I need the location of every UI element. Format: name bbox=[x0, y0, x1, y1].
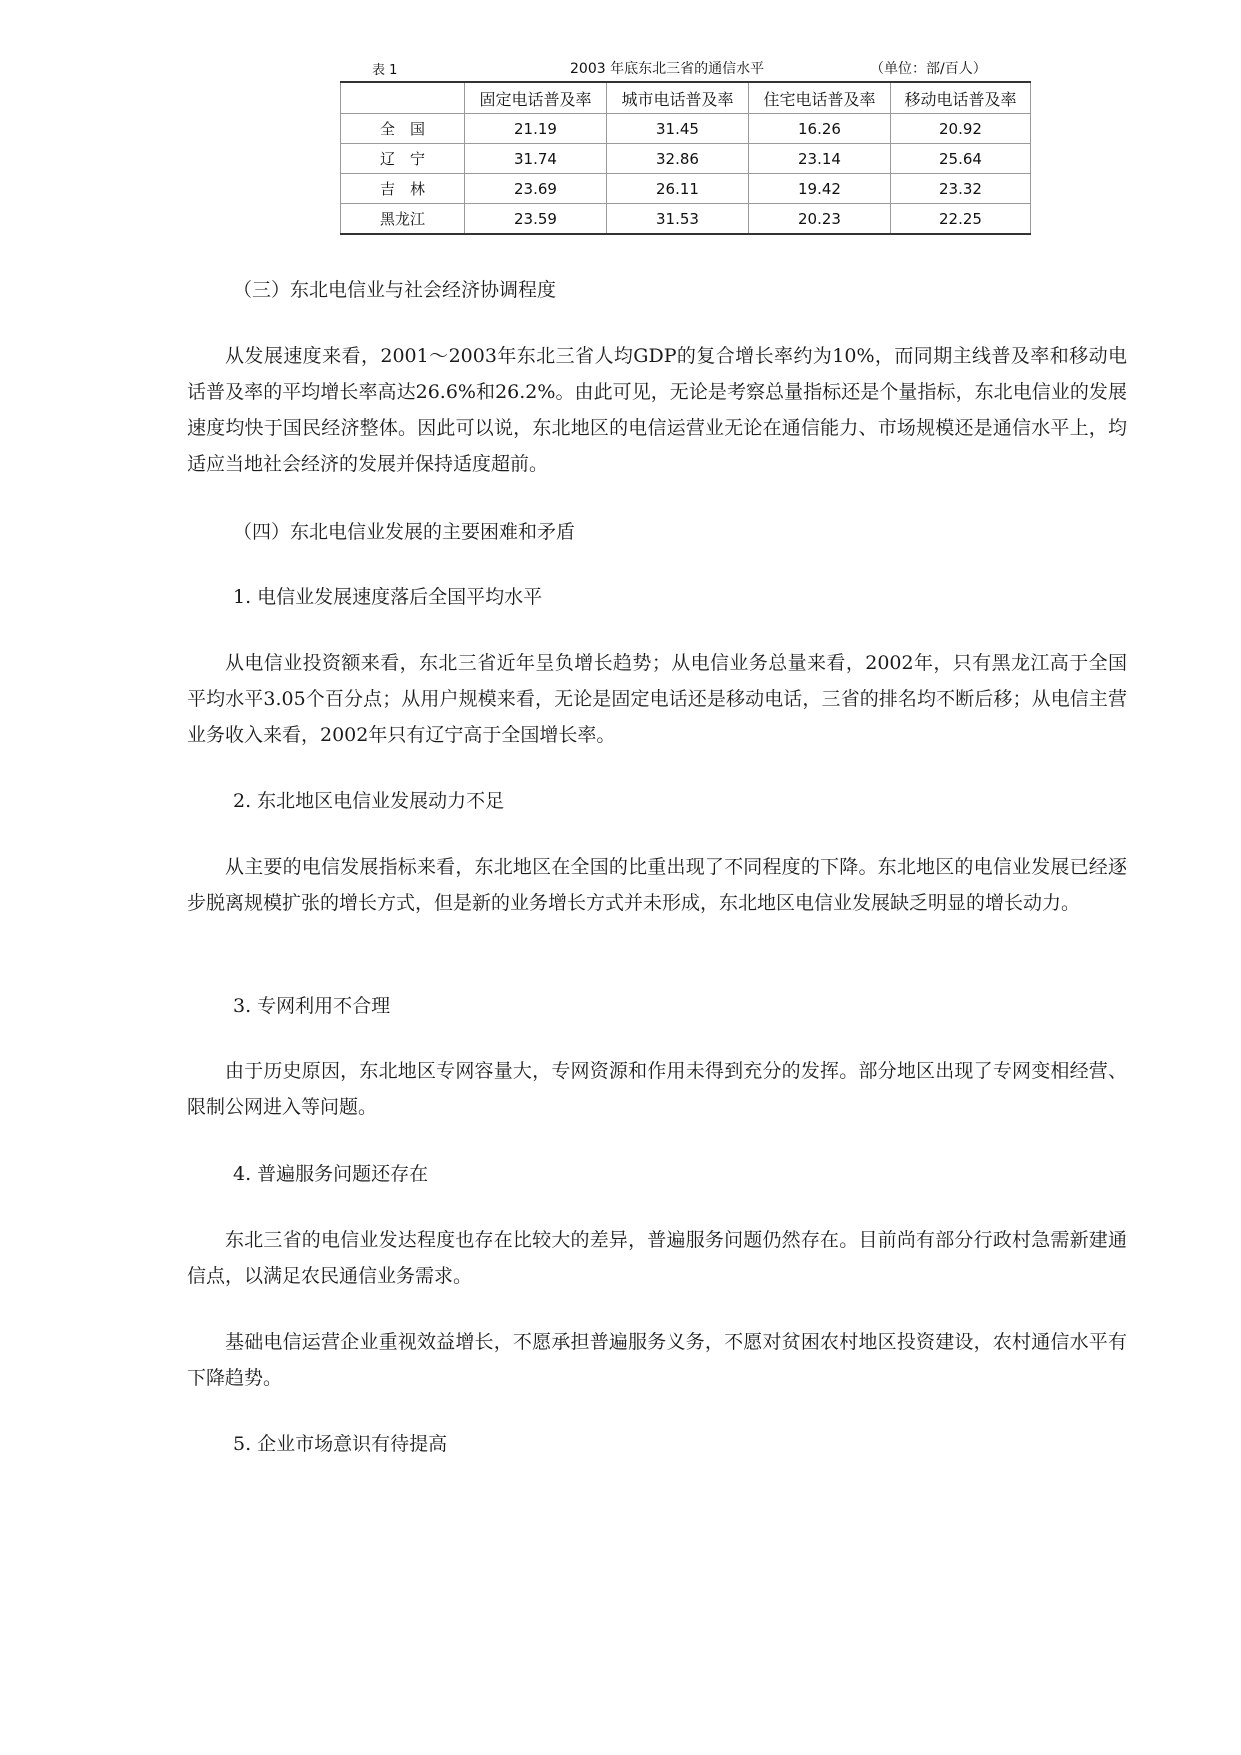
subheading-4-5: 5. 企业市场意识有待提高 bbox=[233, 1433, 448, 1455]
table-row bbox=[341, 204, 1031, 235]
paragraph-universal-service-b: 基础电信运营企业重视效益增长，不愿承担普遍服务义务，不愿对贫困农村地区投资建设，农村通信水平有下降趋势。 bbox=[187, 1331, 1127, 1389]
table-cell: 23.32 bbox=[891, 174, 1031, 204]
paragraph-universal-service-a: 东北三省的电信业发达程度也存在比较大的差异，普遍服务问题仍然存在。目前尚有部分行政村急需新建通信点，以满足农民通信业务需求。 bbox=[187, 1229, 1127, 1287]
row-region: 黑龙江 bbox=[341, 204, 465, 235]
table-row bbox=[341, 144, 1031, 174]
row-region: 辽 宁 bbox=[341, 144, 465, 174]
table-cell: 31.53 bbox=[607, 204, 749, 235]
table-cell: 21.19 bbox=[465, 114, 607, 144]
paragraph-coordination: 从发展速度来看，2001～2003年东北三省人均GDP的复合增长率约为10%，而同期主线普及率和移动电话普及率的平均增长率高达26.6%和26.2%。由此可见，无论是考察总量指标还是个量指标，东北电信业的发展速度均快于国民经济整体。因此可以说，东北地区的电信运营业无论在通信能力、市场规模还是通信水平上，均适应当地社会经济的发展并保持适度超前。 bbox=[187, 345, 1127, 475]
subheading-4-4: 4. 普遍服务问题还存在 bbox=[233, 1163, 429, 1185]
table-title: 2003 年底东北三省的通信水平 bbox=[570, 61, 765, 77]
paragraph-speed-lag: 从电信业投资额来看，东北三省近年呈负增长趋势；从电信业务总量来看，2002年，只有黑龙江高于全国平均水平3.05个百分点；从用户规模来看，无论是固定电话还是移动电话，三省的排名均不断后移；从电信主营业务收入来看，2002年只有辽宁高于全国增长率。 bbox=[187, 652, 1127, 746]
table-caption bbox=[340, 55, 1030, 81]
table-cell: 31.45 bbox=[607, 114, 749, 144]
row-region: 全 国 bbox=[341, 114, 465, 144]
subheading-4-2: 2. 东北地区电信业发展动力不足 bbox=[233, 790, 505, 812]
table-number: 表 1 bbox=[372, 63, 398, 78]
column-header: 移动电话普及率 bbox=[891, 82, 1031, 114]
row-region: 吉 林 bbox=[341, 174, 465, 204]
table-cell: 23.69 bbox=[465, 174, 607, 204]
table-cell: 25.64 bbox=[891, 144, 1031, 174]
paragraph-lack-momentum: 从主要的电信发展指标来看，东北地区在全国的比重出现了不同程度的下降。东北地区的电信业发展已经逐步脱离规模扩张的增长方式，但是新的业务增长方式并未形成，东北地区电信业发展缺乏明显的增长动力。 bbox=[187, 856, 1127, 914]
table-figure bbox=[340, 55, 1030, 235]
table-cell: 26.11 bbox=[607, 174, 749, 204]
column-header-blank bbox=[341, 82, 465, 114]
table-cell: 20.23 bbox=[749, 204, 891, 235]
subheading-4-1: 1. 电信业发展速度落后全国平均水平 bbox=[233, 586, 543, 608]
table-cell: 23.14 bbox=[749, 144, 891, 174]
table-cell: 22.25 bbox=[891, 204, 1031, 235]
paragraph-private-network: 由于历史原因，东北地区专网容量大，专网资源和作用未得到充分的发挥。部分地区出现了专网变相经营、限制公网进入等问题。 bbox=[187, 1060, 1127, 1118]
table-cell: 31.74 bbox=[465, 144, 607, 174]
table-unit: （单位：部/百人） bbox=[870, 61, 987, 77]
table-cell: 20.92 bbox=[891, 114, 1031, 144]
table-cell: 32.86 bbox=[607, 144, 749, 174]
column-header: 住宅电话普及率 bbox=[749, 82, 891, 114]
table-cell: 23.59 bbox=[465, 204, 607, 235]
section-heading-4: （四）东北电信业发展的主要困难和矛盾 bbox=[233, 521, 576, 543]
table-cell: 16.26 bbox=[749, 114, 891, 144]
column-header: 固定电话普及率 bbox=[465, 82, 607, 114]
section-heading-3: （三）东北电信业与社会经济协调程度 bbox=[233, 279, 557, 301]
table-row bbox=[341, 114, 1031, 144]
table-header-row bbox=[341, 82, 1031, 114]
column-header: 城市电话普及率 bbox=[607, 82, 749, 114]
table-row bbox=[341, 174, 1031, 204]
table-cell: 19.42 bbox=[749, 174, 891, 204]
subheading-4-3: 3. 专网利用不合理 bbox=[233, 995, 391, 1017]
telecom-level-table bbox=[340, 81, 1031, 235]
